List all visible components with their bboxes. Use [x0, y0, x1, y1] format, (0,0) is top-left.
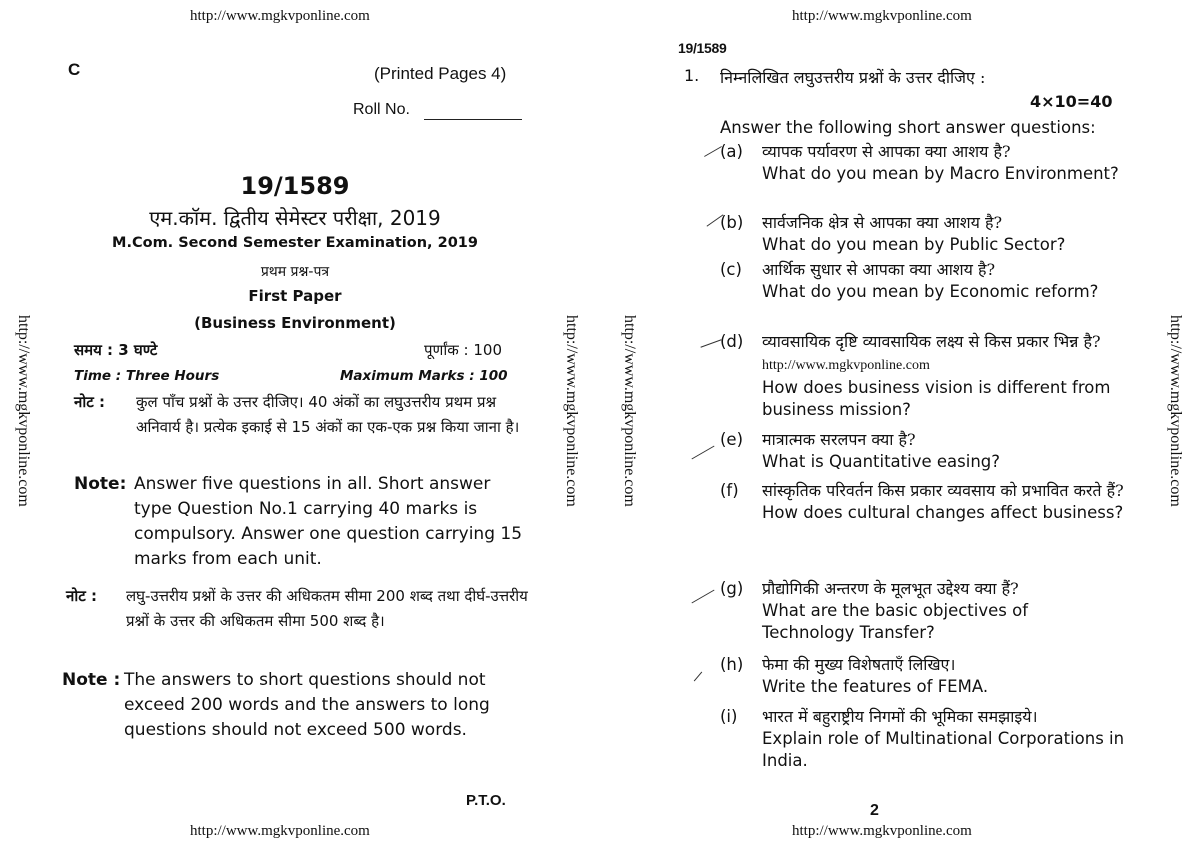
sub-question-label: (a): [720, 142, 743, 161]
note-label: नोट :: [74, 393, 105, 411]
subject-name: (Business Environment): [194, 314, 396, 332]
sub-question-label: (b): [720, 213, 744, 232]
sub-question-label: (e): [720, 430, 744, 449]
series-code: C: [68, 60, 81, 79]
sub-question-hindi: प्रौद्योगिकी अन्तरण के मूलभूत उद्देश्य क्या हैं?: [762, 579, 1019, 598]
note-text: Answer five questions in all. Short answer type Question No.1 carrying 40 marks is compulsory. Answer one question carrying 15 marks from each unit.: [134, 474, 523, 569]
pen-mark: [691, 590, 714, 604]
note-text: कुल पाँच प्रश्नों के उत्तर दीजिए। 40 अंकों का लघुउत्तरीय प्रथम प्रश्न अनिवार्य है। प्रत्येक इकाई से 15 अंकों का एक-एक प्रश्न किया जाना है।: [136, 393, 520, 436]
page-number: 2: [870, 802, 879, 819]
sub-question-hindi: व्यावसायिक दृष्टि व्यावसायिक लक्ष्य से किस प्रकार भिन्न है? http://www.mgkvponline.com: [762, 332, 1101, 373]
exam-title-hindi: एम.कॉम. द्वितीय सेमेस्टर परीक्षा, 2019: [149, 206, 441, 230]
sub-question-i: [720, 706, 1125, 772]
sub-question-label: (d): [720, 332, 744, 351]
note-text: The answers to short questions should not exceed 200 words and the answers to long questions should not exceed 500 words.: [124, 670, 490, 740]
sub-question-hindi: व्यापक पर्यावरण से आपका क्या आशय है?: [762, 142, 1011, 161]
sub-question-english: How does cultural changes affect business?: [762, 503, 1124, 522]
header-url-right[interactable]: http://www.mgkvponline.com: [792, 8, 972, 24]
note-english-1: Note: Answer five questions in all. Short answer type Question No.1 carrying 40 marks is compulsory. Answer one question carrying 15 marks from each unit.: [74, 472, 529, 572]
sub-question-label: (g): [720, 579, 744, 598]
side-watermark-far-right: http://www.mgkvponline.com: [1167, 315, 1184, 507]
sub-question-english: What do you mean by Economic reform?: [762, 282, 1099, 301]
sub-question-english: What is Quantitative easing?: [762, 452, 1001, 471]
sub-question-label: (i): [720, 707, 738, 726]
note-label: नोट :: [66, 587, 97, 605]
pen-mark: [694, 672, 702, 682]
note-label: Note: [62, 670, 108, 690]
roll-no-label: Roll No.: [353, 101, 410, 118]
side-watermark-far-left: http://www.mgkvponline.com: [15, 315, 32, 507]
pen-mark: [691, 446, 714, 460]
sub-question-d: [720, 331, 1125, 421]
question-1-hindi: निम्नलिखित लघुउत्तरीय प्रश्नों के उत्तर दीजिए :: [720, 68, 986, 87]
exam-title-english: M.Com. Second Semester Examination, 2019: [112, 235, 478, 251]
marks-english: Maximum Marks : 100: [340, 368, 508, 384]
pto-label: P.T.O.: [466, 792, 506, 809]
pen-mark: [700, 339, 721, 347]
sub-question-label: (h): [720, 655, 744, 674]
question-1-number: 1.: [684, 66, 700, 85]
side-watermark-center-left: http://www.mgkvponline.com: [563, 315, 580, 507]
roll-no-line: [424, 119, 522, 120]
time-hindi: समय : 3 घण्टे: [74, 341, 158, 359]
inline-watermark-url[interactable]: http://www.mgkvponline.com: [762, 358, 930, 373]
sub-question-c: [720, 259, 1125, 303]
sub-question-label: (c): [720, 260, 742, 279]
sub-question-hindi: सांस्कृतिक परिवर्तन किस प्रकार व्यवसाय को प्रभावित करते हैं?: [762, 481, 1124, 500]
paper-english: First Paper: [248, 287, 342, 305]
sub-question-english: Write the features of FEMA.: [762, 677, 989, 696]
sub-question-b: [720, 212, 1125, 256]
paper-hindi: प्रथम प्रश्न-पत्र: [260, 264, 330, 280]
right-paper-code: 19/1589: [678, 40, 727, 56]
sub-question-hindi: सार्वजनिक क्षेत्र से आपका क्या आशय है?: [762, 213, 1003, 232]
question-1-english: Answer the following short answer questions:: [720, 118, 1096, 137]
question-1-marks: 4×10=40: [1030, 92, 1113, 111]
note-english-2: Note : The answers to short questions should not exceed 200 words and the answers to long questions should not exceed 500 words.: [62, 668, 529, 743]
marks-hindi: पूर्णांक : 100: [424, 341, 502, 359]
sub-question-english: What are the basic objectives of Technology Transfer?: [762, 601, 1029, 642]
time-english: Time : Three Hours: [74, 368, 220, 384]
sub-question-english: How does business vision is different from business mission?: [762, 378, 1111, 419]
side-watermark-center-right: http://www.mgkvponline.com: [621, 315, 638, 507]
note-hindi-2: [66, 584, 529, 634]
header-url-left[interactable]: http://www.mgkvponline.com: [190, 8, 370, 24]
sub-question-a: [720, 141, 1125, 185]
printed-pages: (Printed Pages 4): [374, 64, 507, 83]
note-text: लघु-उत्तरीय प्रश्नों के उत्तर की अधिकतम सीमा 200 शब्द तथा दीर्घ-उत्तरीय प्रश्नों के उत्तर की अधिकतम सीमा 500 शब्द है।: [126, 587, 528, 630]
sub-question-hindi: मात्रात्मक सरलपन क्या है?: [762, 430, 916, 449]
note-hindi-1: [74, 390, 529, 440]
sub-question-g: [720, 578, 1125, 644]
sub-question-english: What do you mean by Public Sector?: [762, 235, 1066, 254]
sub-question-english: Explain role of Multinational Corporations in India.: [762, 729, 1125, 770]
footer-url-right[interactable]: http://www.mgkvponline.com: [792, 823, 972, 839]
paper-code: 19/1589: [240, 172, 350, 200]
sub-question-e: [720, 429, 1125, 473]
sub-question-label: (f): [720, 481, 739, 500]
sub-question-hindi: फेमा की मुख्य विशेषताएँ लिखिए।: [762, 655, 956, 674]
sub-question-h: [720, 654, 1125, 698]
note-label: Note: [74, 474, 120, 494]
sub-question-english: What do you mean by Macro Environment?: [762, 164, 1119, 183]
sub-question-f: [720, 480, 1125, 524]
sub-question-hindi: आर्थिक सुधार से आपका क्या आशय है?: [762, 260, 996, 279]
sub-question-hindi: भारत में बहुराष्ट्रीय निगमों की भूमिका समझाइये।: [762, 707, 1038, 726]
footer-url-left[interactable]: http://www.mgkvponline.com: [190, 823, 370, 839]
